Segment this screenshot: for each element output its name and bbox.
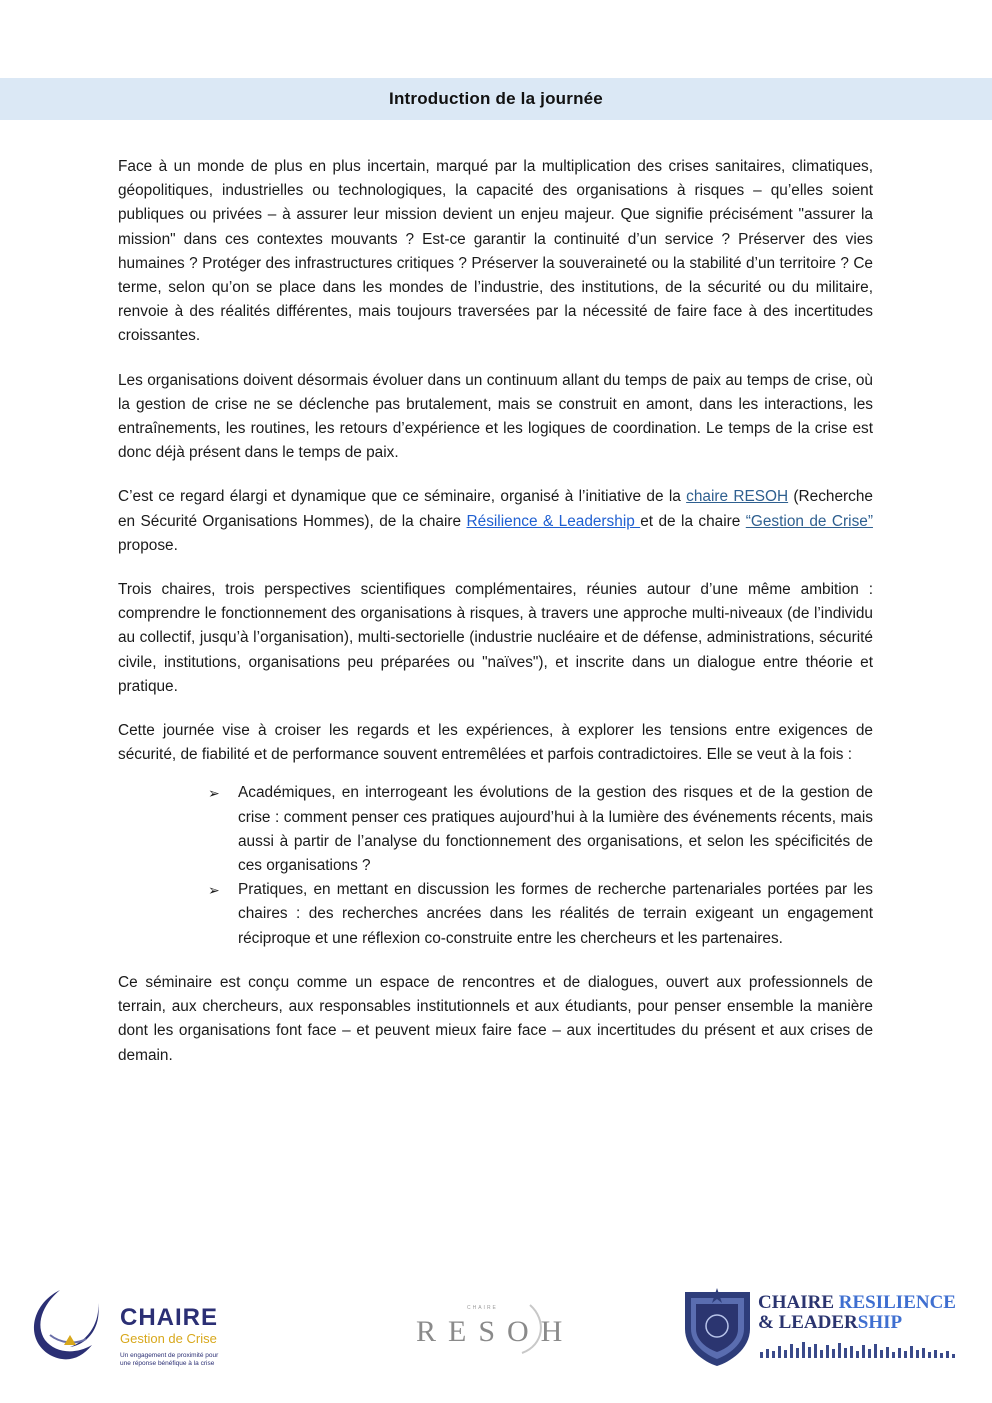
link-chaire-resoh[interactable]: chaire RESOH	[686, 488, 789, 506]
logo-resilience-word-ship: SHIP	[857, 1312, 903, 1333]
arrow-bullet-icon: ➢	[208, 882, 220, 899]
logo-gestion-tagline-2: une réponse bénéfique à la crise	[120, 1360, 215, 1367]
title-band	[0, 78, 992, 120]
paragraph-6: Ce séminaire est conçu comme un espace de rencontres et de dialogues, ouvert aux professionnels de terrain, aux chercheurs, aux responsables institutionnels et aux étudiants, pour penser ensemble la manière dont les organisations font face – et peuvent mieux faire face – aux incertitudes du présent et aux crises de demain.	[118, 973, 873, 1064]
logo-gestion-title: CHAIRE	[120, 1304, 219, 1331]
footer-logos	[0, 1270, 992, 1380]
resilience-leadership-emblem-icon	[680, 1284, 965, 1369]
link-gestion-de-crise[interactable]: “Gestion de Crise”	[745, 512, 873, 530]
soundwave-decoration	[760, 1342, 955, 1358]
paragraph-4: Trois chaires, trois perspectives scientifiques complémentaires, réunies autour d’une même ambition : comprendre le fonctionnement des organisations à risques, à travers une approche multi-niveaux (de l’individu au collectif, jusqu’à l’organisation), multi-sectorielle (industrie nucléaire et de défense, administrations, sécurité civile, institutions, organisations peu préparées ou "naïves"), et inscrite dans un dialogue entre théorie et pratique.	[118, 581, 873, 695]
document-body	[118, 155, 873, 1088]
list-item	[208, 878, 873, 951]
bullet-list	[118, 781, 873, 950]
link-resilience-leadership[interactable]: Résilience & Leadership	[466, 512, 641, 530]
paragraph-3-text-a: C’est ce regard élargi et dynamique que ce séminaire, organisé à l’initiative de la	[118, 488, 687, 506]
logo-chaire-resilience-leadership	[680, 1284, 965, 1369]
paragraph-3-text-b: (Recherche en Sécurité Organisations Hommes), de la chaire	[118, 488, 873, 530]
logo-resilience-word-resilience: RESILIENCE	[838, 1292, 956, 1313]
paragraph-3-text-c: et de la chaire	[640, 512, 746, 530]
logo-chaire-gestion-de-crise	[20, 1285, 260, 1370]
logo-resilience-line-2	[758, 1312, 903, 1333]
logo-resilience-line-1	[758, 1292, 956, 1313]
logo-resoh-name: RESOH	[416, 1315, 575, 1348]
list-item-text: Pratiques, en mettant en discussion les formes de recherche partenariales portées par les chaires : des recherches ancrées dans les réalités de terrain exigeant un engagement réciproque et une réflexion co-construite entre les chercheurs et les partenaires.	[238, 881, 873, 947]
logo-chaire-resoh	[412, 1285, 575, 1360]
logo-gestion-tagline-1: Un engagement de proximité pour	[120, 1352, 219, 1359]
logo-resilience-word-chaire: CHAIRE	[758, 1292, 839, 1313]
logo-gestion-subtitle: Gestion de Crise	[120, 1331, 217, 1346]
arrow-bullet-icon: ➢	[208, 785, 220, 802]
gestion-de-crise-emblem-icon	[20, 1285, 260, 1370]
logo-resilience-word-leader: & LEADER	[758, 1312, 858, 1333]
page-title: Introduction de la journée	[389, 89, 603, 108]
paragraph-5: Cette journée vise à croiser les regards et les expériences, à explorer les tensions entre exigences de sécurité, de fiabilité et de performance souvent entremêlées et parfois contradictoires. Elle se veut à la fois :	[118, 722, 873, 764]
paragraph-3-text-d: propose.	[118, 536, 178, 554]
resoh-emblem-icon	[412, 1285, 575, 1360]
paragraph-2: Les organisations doivent désormais évoluer dans un continuum allant du temps de paix au temps de crise, où la gestion de crise ne se déclenche pas brutalement, mais se construit en amont, dans les interactions, les entraînements, les routines, les retours d’expérience et les logiques de coordination. Le temps de la crise est donc déjà présent dans le temps de paix.	[118, 371, 873, 462]
logo-resoh-small: CHAIRE	[467, 1305, 498, 1311]
paragraph-3	[118, 485, 873, 558]
paragraph-1: Face à un monde de plus en plus incertain, marqué par la multiplication des crises sanitaires, climatiques, géopolitiques, industrielles ou technologiques, la capacité des organisations à risques – qu’elles soient publiques ou privées – à assurer leur mission devient un enjeu majeur. Que signifie précisément "assurer la mission" dans ces contextes mouvants ? Est-ce garantir la continuité d’un service ? Préserver des vies humaines ? Protéger des infrastructures critiques ? Préserver la souveraineté ou la stabilité d’un territoire ? Ce terme, selon qu’on se place dans les mondes de l’industrie, des institutions, de la sécurité ou du militaire, renvoie à des réalités différentes, mais toujours traversées par la nécessité de faire face à des incertitudes croissantes.	[118, 158, 873, 345]
list-item-text: Académiques, en interrogeant les évolutions de la gestion des risques et de la gestion de crise : comment penser ces pratiques aujourd’hui à la lumière des événements récents, mais aussi à partir de l’analyse du fonctionnement des organisations, et selon les spécificités de ces organisations ?	[238, 784, 873, 875]
list-item	[208, 781, 873, 878]
